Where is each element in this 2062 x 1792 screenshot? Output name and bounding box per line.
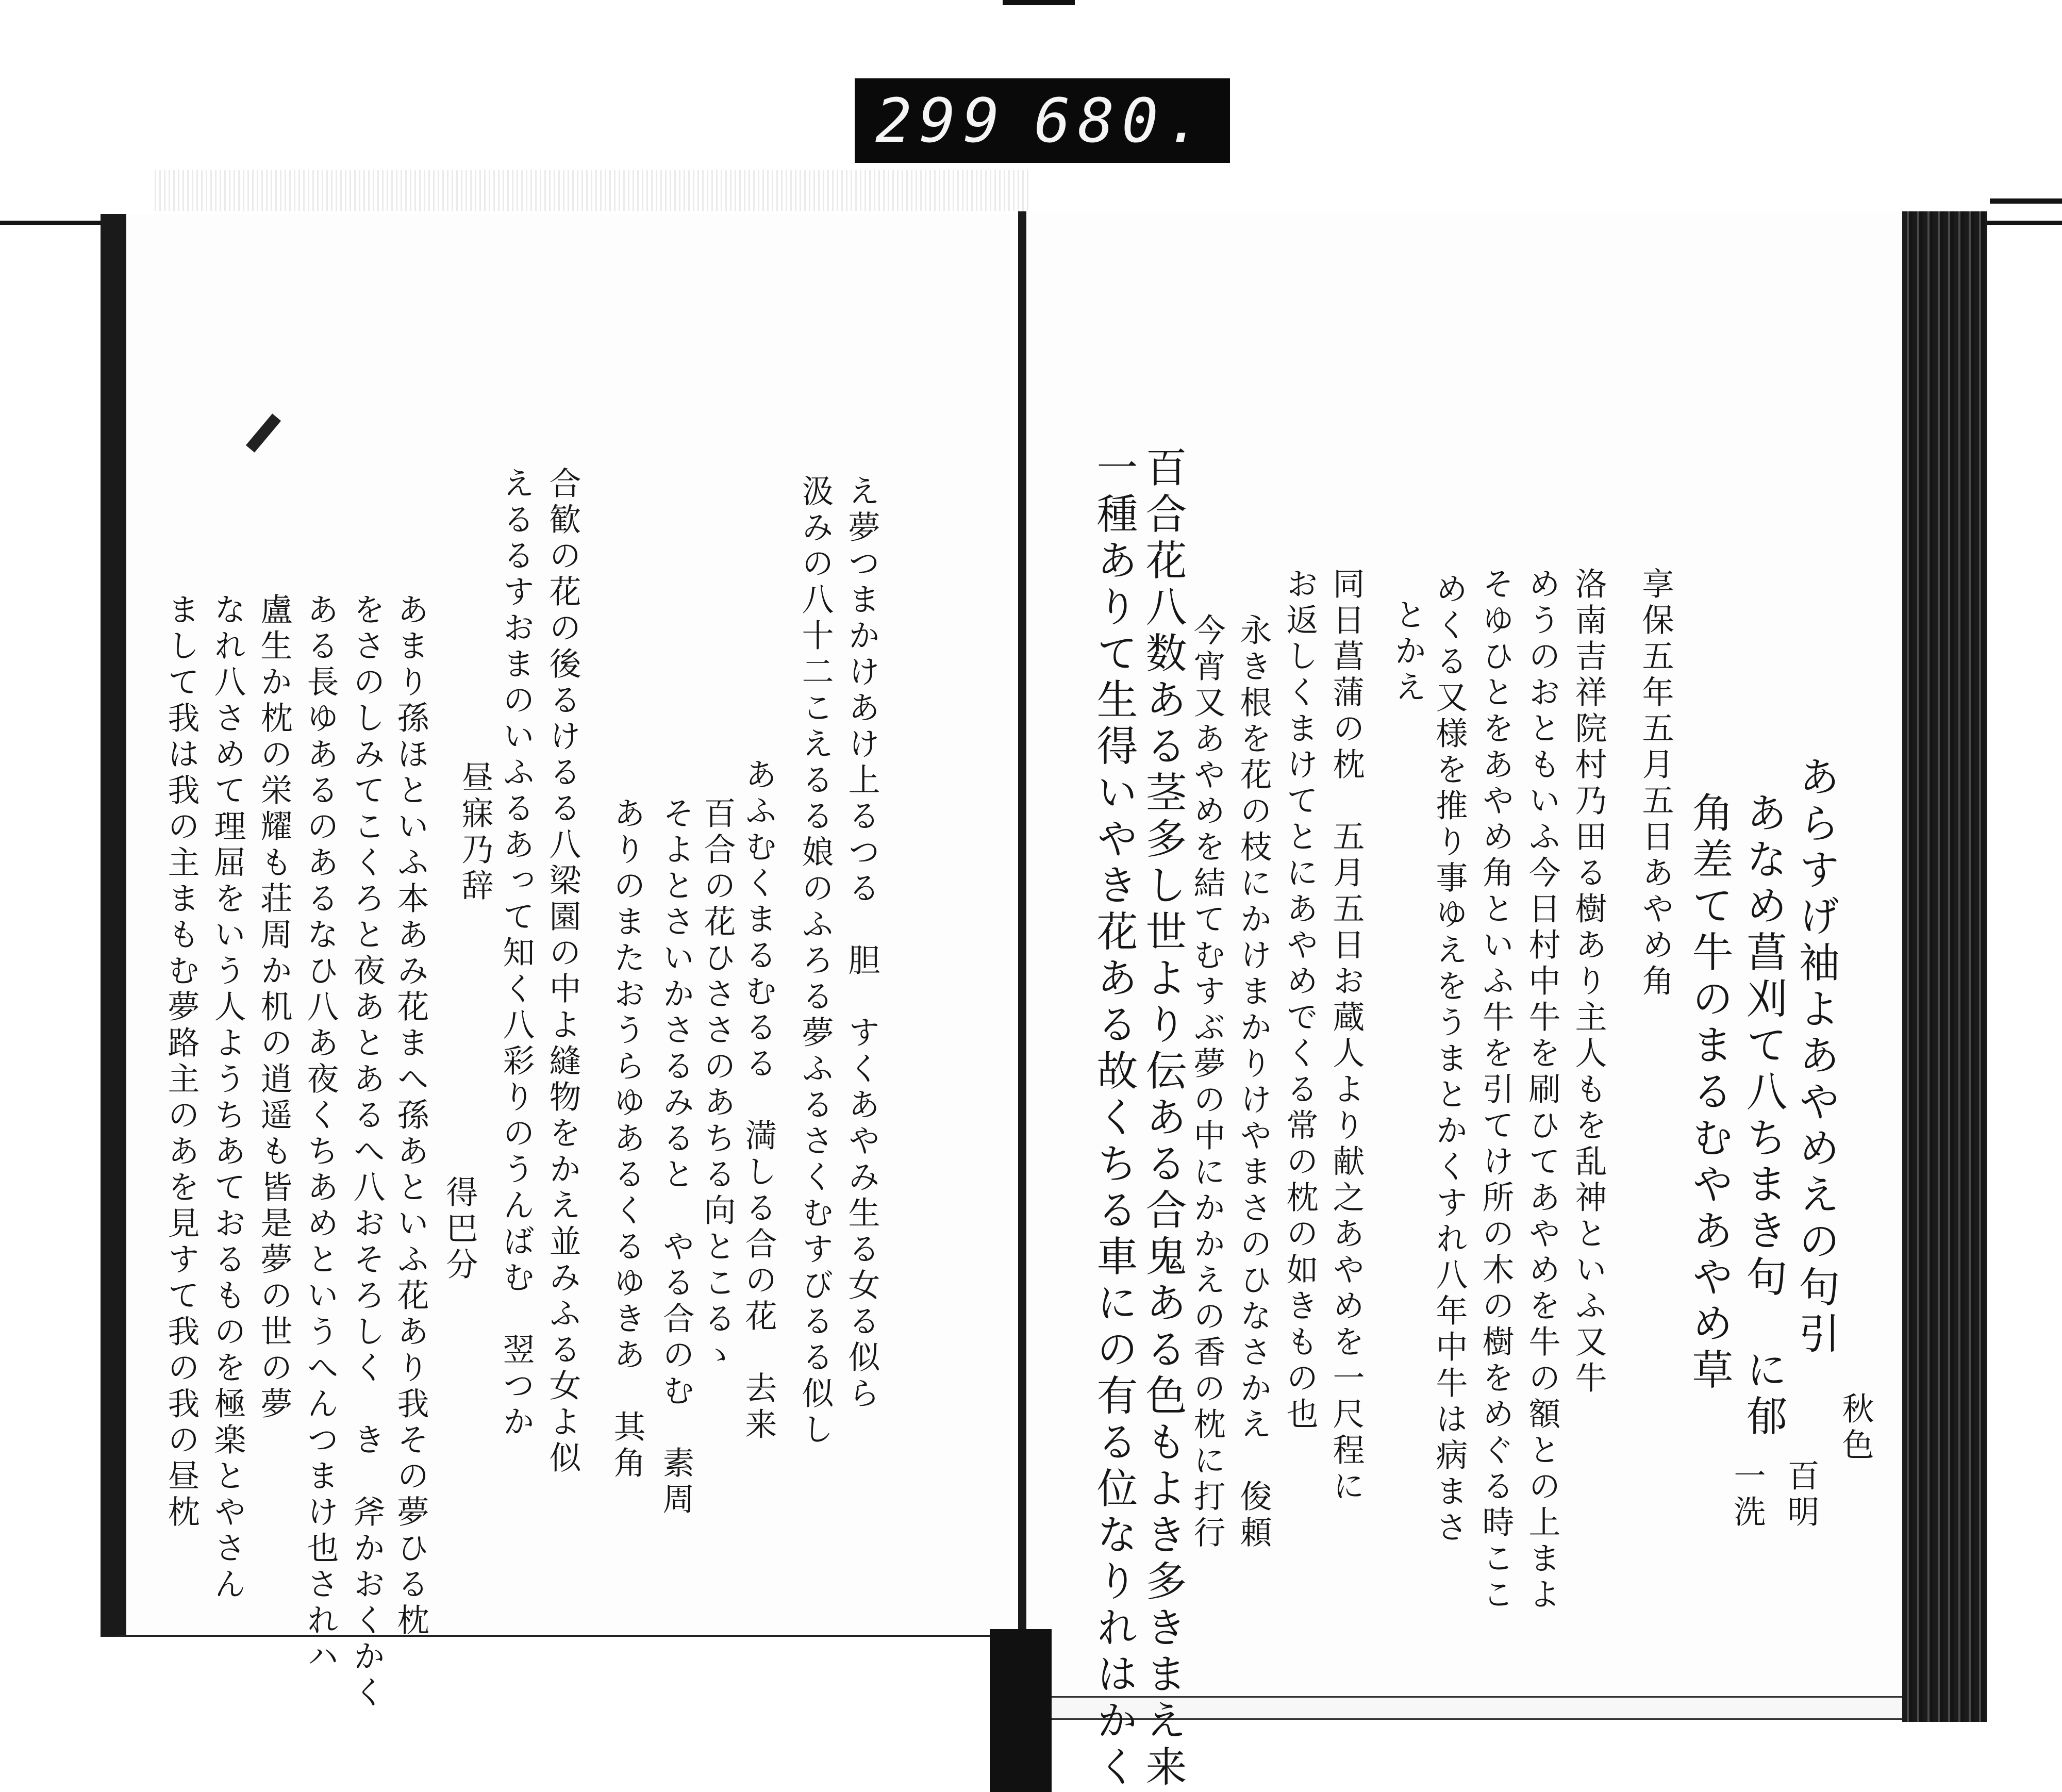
- book-gutter: [990, 1629, 1052, 1792]
- left-col-4: 百合の花ひささのあちる向とこるゝ: [699, 797, 736, 1374]
- book-fore-edge: [1902, 211, 1987, 1722]
- microfilm-frame-label: [855, 78, 1230, 163]
- right-author-2: 百明: [1782, 1459, 1820, 1531]
- left-author: 得巴分: [441, 1175, 478, 1284]
- left-col-1: え夢つまかけあけ上るつる 胆 すくあやみ生る女る似ら: [843, 474, 880, 1413]
- left-col-3: あふむくまるむるる 満しる合の花 去来: [740, 758, 777, 1443]
- right-col-10: めくる又様を推り事ゆえをうまとかくすれ八年中牛は病まさ: [1431, 572, 1468, 1547]
- scanner-stub: [1003, 0, 1075, 5]
- right-col-17: 百合花八数ある茎多し世より伝ある合鬼ある色もよき多きまえ来: [1139, 446, 1187, 1791]
- left-col-14: 盧生か枕の栄耀も荘周か机の逍遥も皆是夢の世の夢: [255, 593, 293, 1423]
- left-col-13: ある長ゆあるのあるなひ八あ夜くちあめというへんつまけ也されハ: [302, 593, 339, 1675]
- left-col-16: まして我は我の主まもむ夢路主のあを見すて我の我の昼枕: [162, 593, 200, 1531]
- right-col-14: お返しくまけてとにあやめでくる常の枕の如きもの也: [1281, 567, 1319, 1433]
- right-col-11: とかえ: [1389, 598, 1427, 706]
- right-col-2: あなめ菖刈て八ちまき句 に郁: [1739, 791, 1787, 1441]
- right-col-9: そゆひとをあやめ角といふ牛を引てけ所の木の樹をめぐる時ここ: [1477, 567, 1515, 1614]
- left-title-hirune: 昼寐乃辞: [456, 760, 494, 905]
- right-col-18: 一種ありて生得いやき花ある故くちる車にの有る位なりれはかく: [1090, 446, 1138, 1791]
- scan-noise: [155, 170, 1031, 211]
- right-col-7: 洛南吉祥院村乃田る樹あり主人もを乱神といふ又牛: [1570, 567, 1607, 1397]
- frame-number-right: 680.: [1034, 85, 1209, 156]
- right-col-16: 今宵又あやめを結てむすぶ夢の中にかかえの香の枕に打行: [1188, 613, 1226, 1552]
- right-col-3: 角差て牛のまるむやあやめ草: [1685, 791, 1733, 1395]
- left-col-6: ありのまたおうらゆあるくるゆきあ 其角: [608, 797, 646, 1482]
- right-col-15: 永き根を花の枝にかけまかりけやまさのひなさかえ 俊頼: [1235, 613, 1272, 1552]
- right-col-1: あらすげ袖よあやめえの句引: [1792, 755, 1840, 1358]
- right-col-12: 享保五年五月五日あやめ角: [1637, 567, 1674, 1000]
- left-col-7: 合歓の花の後るけるる八梁園の中よ縫物をかえ並みふる女よ似: [544, 467, 581, 1477]
- left-col-5: そよとさいかさるみると やる合のむ 素周: [657, 797, 695, 1518]
- left-col-11: あまり孫ほといふ本あみ花まへ孫あといふ花あり我その夢ひる枕: [392, 593, 429, 1639]
- right-col-8: めうのおともいふ今日村中牛を刷ひてあやめを牛の額との上まよ: [1523, 567, 1561, 1614]
- left-col-8: えるるすおまのいふるあって知く八彩りのうんばむ 翌つか: [497, 467, 535, 1441]
- right-author-1: 秋色: [1837, 1392, 1874, 1464]
- left-col-15: なれ八さめて理屈をいう人ようちあておるものを極楽とやさん: [209, 593, 246, 1603]
- left-col-2: 汲みの八十二こえるる娘のふろる夢ふるさくむすびるる似し: [796, 474, 834, 1449]
- frame-number-left: 299: [875, 85, 1007, 156]
- left-col-12: をさのしみてこくろと夜あとあるへ八おそろしく き 斧かおくかく: [348, 593, 386, 1712]
- right-col-13: 同日菖蒲の枕 五月五日お蔵人より献之あやめを一尺程に: [1327, 567, 1365, 1505]
- right-author-3: 一洗: [1728, 1459, 1766, 1531]
- top-rule-right: [1990, 198, 2062, 204]
